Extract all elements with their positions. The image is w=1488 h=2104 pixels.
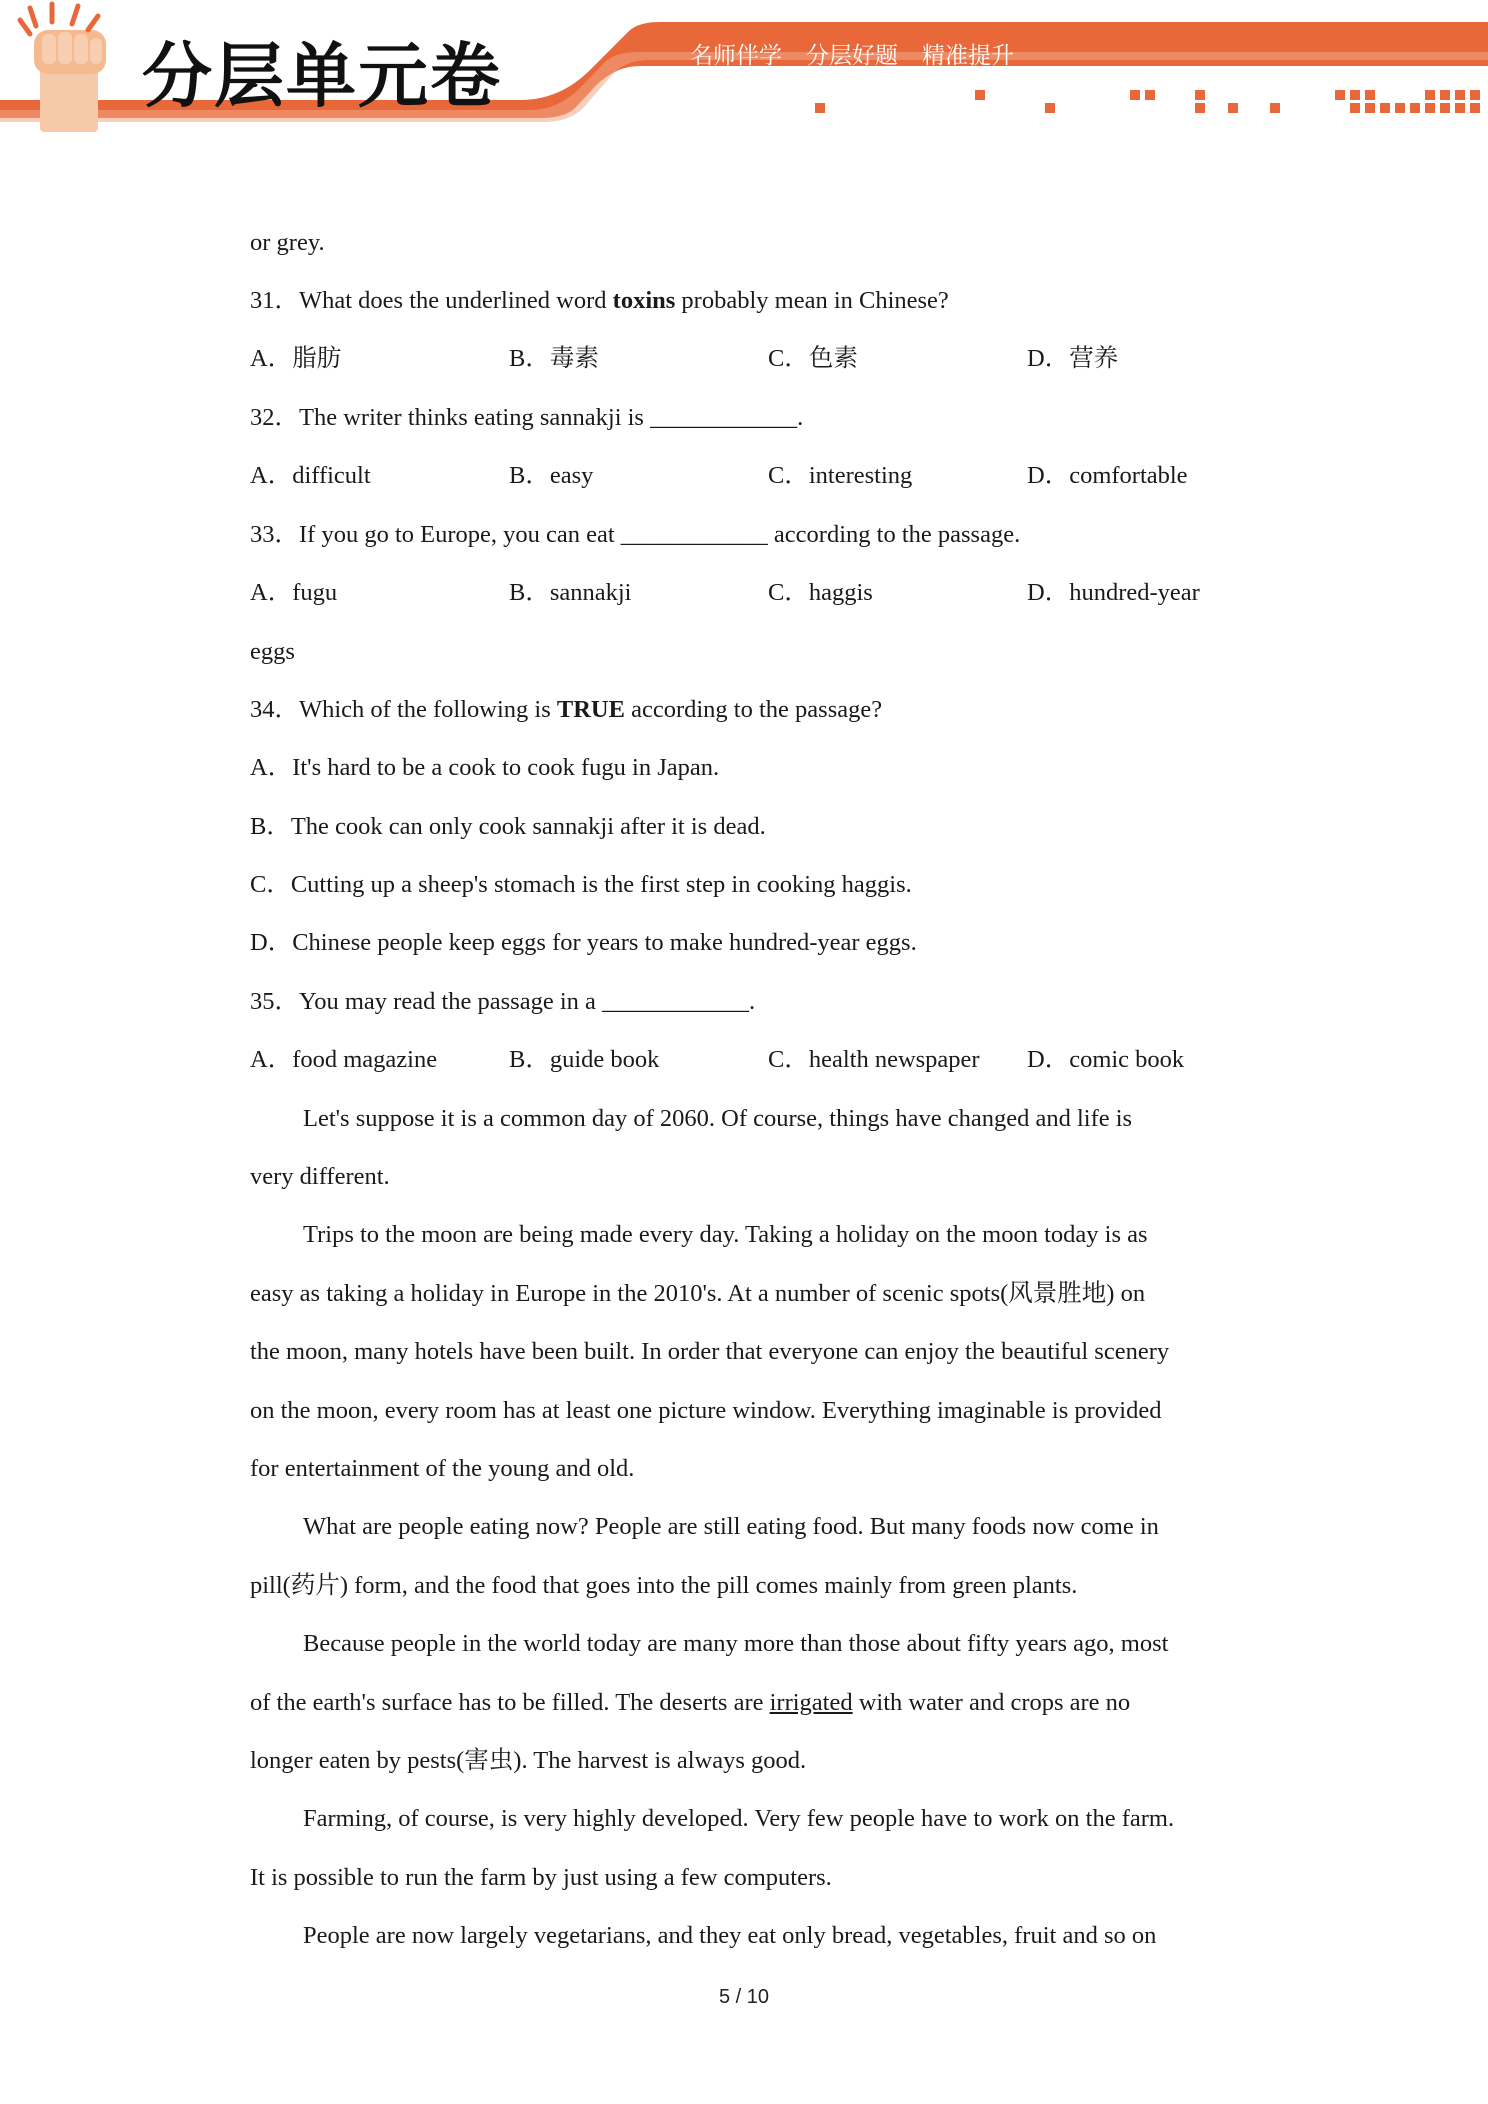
option-b: B．The cook can only cook sannakji after it is dead. <box>250 813 766 840</box>
options-33 <box>250 578 1245 608</box>
option-a: A．difficult <box>250 462 371 489</box>
option-d: D．营养 <box>1027 345 1119 372</box>
paragraph-line: People are now largely vegetarians, and they eat only bread, vegetables, fruit and so on <box>303 1922 1157 1949</box>
paragraph-line: of the earth's surface has to be filled. The deserts are irrigated with water and crops are no <box>250 1689 1131 1716</box>
paragraph-line: longer eaten by pests(害虫). The harvest is always good. <box>250 1747 807 1774</box>
paragraph-line: Trips to the moon are being made every day. Taking a holiday on the moon today is as <box>303 1221 1148 1248</box>
brand-title: 分层单元卷 <box>142 35 502 117</box>
slogan-item: 精准提升 <box>922 43 1014 69</box>
option-c: C．haggis <box>768 579 873 606</box>
option-c: C．Cutting up a sheep's stomach is the first step in cooking haggis. <box>250 871 912 898</box>
option-b: B．guide book <box>509 1046 660 1073</box>
options-35 <box>250 1045 1245 1075</box>
option-d: D．comic book <box>1027 1046 1185 1073</box>
question-35: 35．You may read the passage in a ____________. <box>250 988 756 1015</box>
paragraph-line: easy as taking a holiday in Europe in the 2010's. At a number of scenic spots(风景胜地) on <box>250 1280 1146 1307</box>
question-32: 32．The writer thinks eating sannakji is ____________. <box>250 404 804 431</box>
option-c: C．interesting <box>768 462 913 489</box>
paragraph-line: It is possible to run the farm by just using a few computers. <box>250 1864 832 1891</box>
option-a: A．fugu <box>250 579 338 606</box>
paragraph-line: for entertainment of the young and old. <box>250 1455 635 1482</box>
paragraph-line: Because people in the world today are many more than those about fifty years ago, most <box>303 1630 1169 1657</box>
page-number: 5 / 10 <box>718 1986 770 2008</box>
paragraph-line: the moon, many hotels have been built. In order that everyone can enjoy the beautiful scenery <box>250 1338 1170 1365</box>
slogan-item: 名师伴学 <box>690 43 782 69</box>
option-d: D．hundred-year <box>1027 579 1200 606</box>
decorative-pixels <box>815 90 1480 113</box>
option-wrap: eggs <box>250 638 295 665</box>
question-33: 33．If you go to Europe, you can eat ____________ according to the passage. <box>250 521 1021 548</box>
paragraph-line: Farming, of course, is very highly developed. Very few people have to work on the farm. <box>303 1805 1175 1832</box>
option-b: B．毒素 <box>509 345 599 372</box>
header-slogan <box>690 37 1038 70</box>
paragraph-line: Let's suppose it is a common day of 2060. Of course, things have changed and life is <box>303 1105 1133 1132</box>
option-c: C．health newspaper <box>768 1046 980 1073</box>
paragraph-line: pill(药片) form, and the food that goes into the pill comes mainly from green plants. <box>250 1572 1078 1599</box>
question-34: 34．Which of the following is TRUE according to the passage? <box>250 696 883 723</box>
options-31 <box>250 344 1245 374</box>
page-header <box>0 0 1488 135</box>
slogan-item: 分层好题 <box>806 43 898 69</box>
text-line: or grey. <box>250 229 325 256</box>
option-b: B．easy <box>509 462 594 489</box>
options-32 <box>250 461 1245 491</box>
underlined-word: irrigated <box>769 1689 853 1716</box>
option-a: A．It's hard to be a cook to cook fugu in Japan. <box>250 754 720 781</box>
option-b: B．sannakji <box>509 579 632 606</box>
option-c: C．色素 <box>768 345 858 372</box>
paragraph-line: What are people eating now? People are still eating food. But many foods now come in <box>303 1513 1159 1540</box>
option-d: D．comfortable <box>1027 462 1188 489</box>
option-a: A．food magazine <box>250 1046 438 1073</box>
paragraph-line: on the moon, every room has at least one picture window. Everything imaginable is provided <box>250 1397 1162 1424</box>
question-31: 31．What does the underlined word toxins probably mean in Chinese? <box>250 287 949 314</box>
option-d: D．Chinese people keep eggs for years to make hundred-year eggs. <box>250 929 917 956</box>
paragraph-line: very different. <box>250 1163 390 1190</box>
option-a: A．脂肪 <box>250 345 342 372</box>
